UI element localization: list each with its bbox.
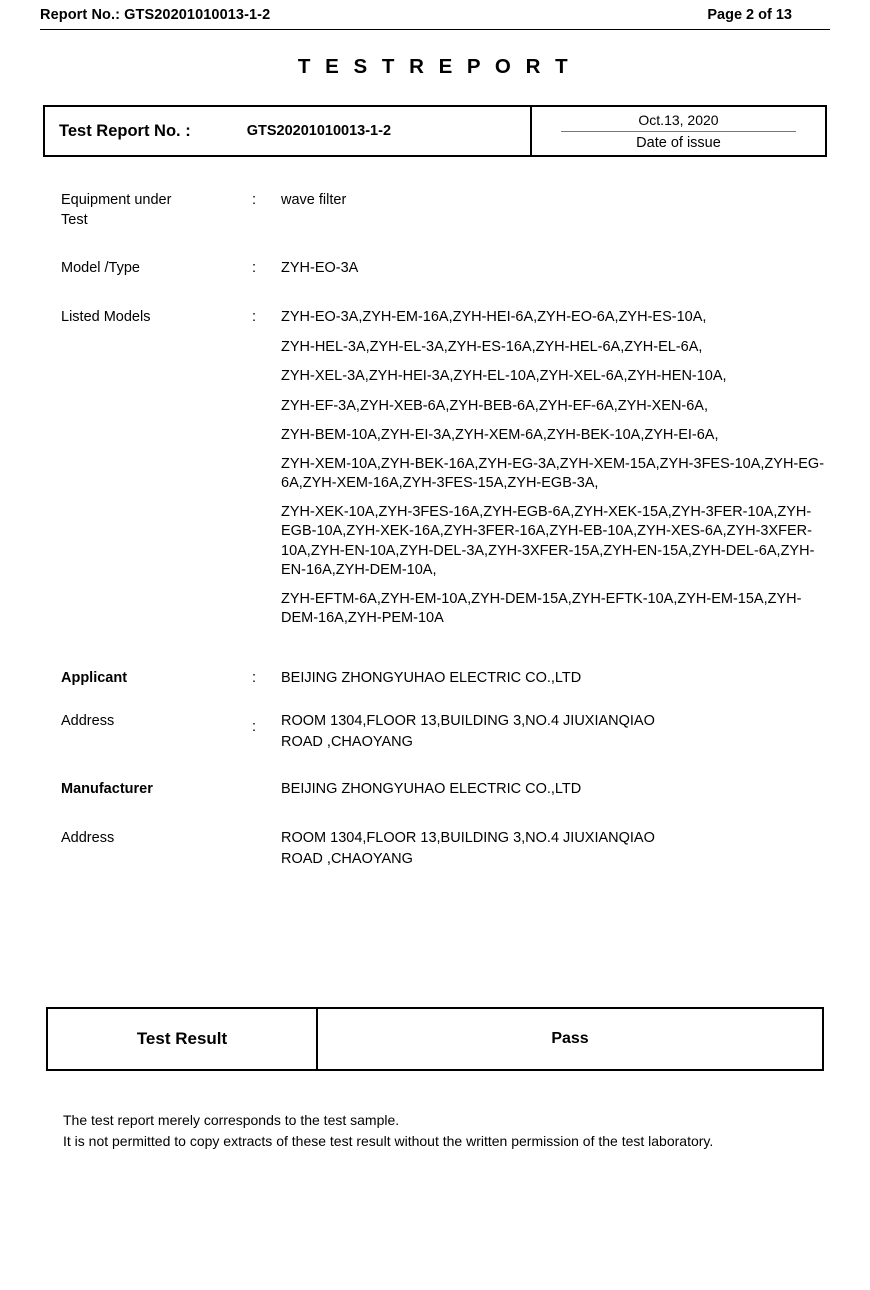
field-value-model: ZYH-EO-3A	[281, 260, 359, 276]
field-value-manufacturer: BEIJING ZHONGYUHAO ELECTRIC CO.,LTD	[281, 780, 582, 797]
report-number-value: GTS20201010013-1-2	[246, 123, 392, 139]
field-row-equipment	[61, 190, 830, 230]
field-row-listed-models	[61, 307, 830, 638]
field-value-manufacturer-address	[281, 828, 830, 870]
field-row-model	[61, 258, 830, 279]
listed-models-line: ZYH-HEL-3A,ZYH-EL-3A,ZYH-ES-16A,ZYH-HEL-6A,ZYH-EL-6A,	[281, 338, 703, 355]
address-line2: ROAD ,CHAOYANG	[281, 850, 413, 867]
field-colon-model: :	[252, 260, 257, 276]
listed-models-line: ZYH-BEM-10A,ZYH-EI-3A,ZYH-XEM-6A,ZYH-BEK-10A,ZYH-EI-6A,	[281, 427, 719, 443]
report-number-label: Test Report No. :	[59, 121, 191, 140]
date-of-issue-value: Oct.13, 2020	[638, 111, 719, 128]
test-result-value: Pass	[551, 1030, 589, 1047]
report-number-cell	[45, 107, 532, 155]
header-page-number: Page 2 of 13	[707, 7, 792, 23]
footer-note-line1: The test report merely corresponds to the test sample.	[63, 1112, 400, 1128]
field-label-applicant-address: Address	[61, 712, 115, 729]
field-label-applicant: Applicant	[61, 669, 128, 686]
field-label-manufacturer: Manufacturer	[61, 780, 153, 797]
test-result-table	[46, 1007, 824, 1071]
listed-models-line: ZYH-EO-3A,ZYH-EM-16A,ZYH-HEI-6A,ZYH-EO-6A,ZYH-ES-10A,	[281, 309, 707, 325]
header-divider	[40, 29, 830, 30]
listed-models-group: ZYH-XEM-10A,ZYH-BEK-16A,ZYH-EG-3A,ZYH-XEM-15A,ZYH-3FES-10A,ZYH-EG-6A,ZYH-XEM-16A,ZYH-3FES-15A,ZYH-EGB-3A,	[281, 455, 825, 491]
field-label-listed-models: Listed Models	[61, 309, 151, 325]
field-label-model: Model /Type	[61, 260, 140, 276]
footer-notes	[63, 1110, 830, 1152]
field-colon-applicant-address: :	[252, 718, 257, 735]
listed-models-line: ZYH-XEL-3A,ZYH-HEI-3A,ZYH-EL-10A,ZYH-XEL-6A,ZYH-HEN-10A,	[281, 368, 727, 384]
field-row-applicant	[61, 668, 830, 689]
field-colon-listed-models: :	[252, 309, 257, 325]
field-row-applicant-address	[61, 711, 830, 753]
listed-models-group: ZYH-XEK-10A,ZYH-3FES-16A,ZYH-EGB-6A,ZYH-XEK-15A,ZYH-3FER-10A,ZYH-EGB-10A,ZYH-XEK-16A,ZYH-3FER-16A,ZYH-EB-10A,ZYH-XES-6A,ZYH-3XFER-10A,ZYH-EN-10A,ZYH-DEL-3A,ZYH-3XFER-15A,ZYH-EN-15A,ZYH-DEL-6A,ZYH-EN-16A,ZYH-DEM-10A,	[281, 503, 815, 578]
address-line1: ROOM 1304,FLOOR 13,BUILDING 3,NO.4 JIUXIANQIAO	[281, 829, 655, 846]
listed-models-group: ZYH-EFTM-6A,ZYH-EM-10A,ZYH-DEM-15A,ZYH-EFTK-10A,ZYH-EM-15A,ZYH-DEM-16A,ZYH-PEM-10A	[281, 590, 802, 626]
field-colon-applicant: :	[252, 669, 257, 686]
address-line1: ROOM 1304,FLOOR 13,BUILDING 3,NO.4 JIUXIANQIAO	[281, 712, 655, 729]
test-result-label: Test Result	[48, 1009, 318, 1069]
address-line2: ROAD ,CHAOYANG	[281, 733, 413, 750]
field-value-listed-models	[281, 307, 830, 638]
report-number-table	[43, 105, 827, 157]
field-colon-equipment: :	[252, 192, 257, 208]
header-report-number: Report No.: GTS20201010013-1-2	[40, 7, 271, 23]
field-label-equipment	[61, 190, 252, 230]
field-value-equipment: wave filter	[281, 192, 347, 208]
field-row-manufacturer-address	[61, 828, 830, 870]
field-value-applicant-address	[281, 711, 830, 753]
field-label-manufacturer-address: Address	[61, 829, 115, 846]
field-label-equipment-line1: Equipment under	[61, 192, 172, 208]
date-of-issue-label: Date of issue	[636, 134, 721, 151]
field-list	[40, 190, 830, 870]
field-row-manufacturer	[61, 779, 830, 800]
listed-models-line: ZYH-EF-3A,ZYH-XEB-6A,ZYH-BEB-6A,ZYH-EF-6A,ZYH-XEN-6A,	[281, 397, 709, 414]
page-title: T E S T R E P O R T	[297, 55, 573, 78]
field-label-equipment-line2: Test	[61, 212, 88, 228]
page-header	[40, 0, 830, 23]
footer-note-line2: It is not permitted to copy extracts of these test result without the written permission of the test laboratory.	[63, 1133, 714, 1149]
field-value-applicant: BEIJING ZHONGYUHAO ELECTRIC CO.,LTD	[281, 669, 582, 686]
date-of-issue-cell	[532, 107, 825, 155]
